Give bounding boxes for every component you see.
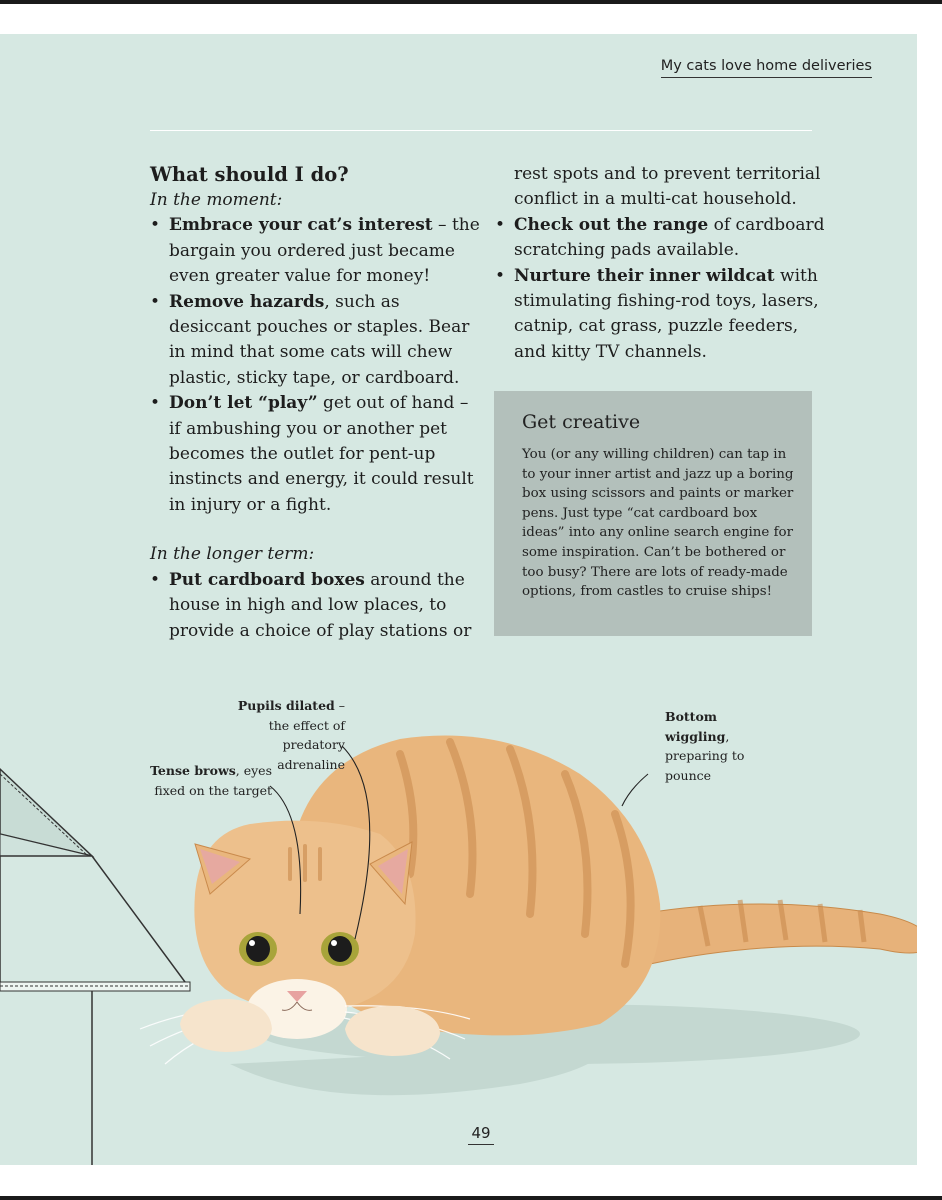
item-bold: Nurture their inner wildcat [514,265,775,286]
item-text: of cardboard scratching pads available. [514,214,825,261]
item-text: around the house in high and low places, to provide a choice of play stations or [169,569,472,641]
label-bold: Pupils dilated [237,698,335,713]
book-page [0,34,917,1165]
running-head: My cats love home deliveries [661,58,872,78]
item-text: with stimulating fishing-rod toys, lasers, catnip, cat grass, puzzle feeders, and kitty TV channels. [514,265,819,362]
box-title: Get creative [522,411,641,433]
item-text: – the bargain you ordered just became even greater value for money! [169,215,480,287]
section-heading: What should I do? [150,163,349,186]
item-bold: Check out the range [514,214,709,235]
label-text: , eyes fixed on the target [154,763,272,798]
label-bold: Bottom wiggling [665,709,726,744]
label-text: – the effect of predatory adrenaline [268,698,345,772]
list-item-continuation: rest spots and to prevent territorial conflict in a multi-cat household. [514,164,821,210]
item-bold: Remove hazards [169,291,325,312]
cat-illustration [0,34,917,1165]
box-text: You (or any willing children) can tap in to your inner artist and jazz up a boring box using scissors and paints or marker pens. Just type “cat cardboard box ideas” into any online search engine for some inspiration. Can’t be bothered or too busy? There are lots of ready-made options, from castles to cruise ships! [522,447,794,600]
subhead-in-the-moment: In the moment: [150,190,283,210]
bottom-border [0,1196,942,1200]
cardboard-box-illustration [0,769,190,1165]
label-bold: Tense brows [150,763,236,778]
subhead-longer-term: In the longer term: [150,544,315,565]
top-border [0,0,942,4]
cat-tail [640,904,917,964]
label-bottom-wiggling [665,707,745,785]
item-text: , such as desiccant pouches or staples. Bear in mind that some cats will chew plastic, sticky tape, or cardboard. [169,291,470,388]
item-bold: Put cardboard boxes [169,569,365,590]
item-bold: Don’t let “play” [169,393,318,414]
label-tense-brows [150,761,272,800]
label-text: , preparing to pounce [665,728,745,783]
item-bold: Embrace your cat’s interest [169,215,433,236]
item-text: get out of hand – if ambushing you or another pet becomes the outlet for pent-up instincts and energy, it could result in injury or a fight. [169,393,474,515]
page-number: 49 [468,1124,494,1145]
